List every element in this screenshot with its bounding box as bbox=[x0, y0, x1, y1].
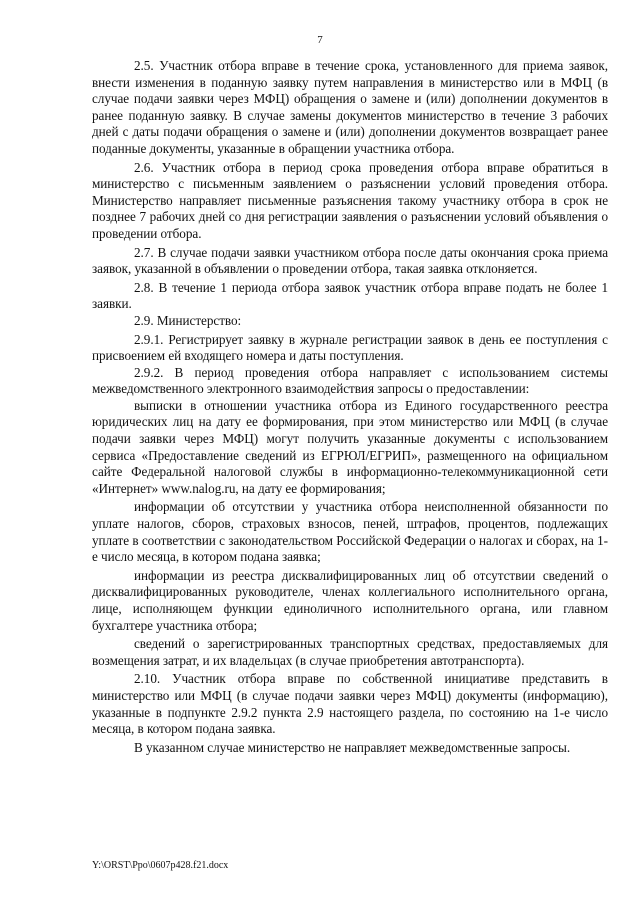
footer-file-path: Y:\ORST\Ppo\0607p428.f21.docx bbox=[92, 860, 229, 871]
paragraph-2-6: 2.6. Участник отбора в период срока проведения отбора вправе обратиться в министерство с письменным заявлением о разъяснении условий проведения отбора. Министерство направляет письменные разъяснения такому участнику отбора в срок не позднее 7 рабочих дней со дня регистрации заявления о разъяснении условий объявления о проведении отбора. bbox=[92, 159, 608, 241]
list-item-egrul: выписки в отношении участника отбора из Единого государственного реестра юридических лиц на дату ее формирования, при этом министерство или МФЦ (в случае подачи заявки через МФЦ) могут получить указанные документы с использованием сервиса «Предоставление сведений из ЕГРЮЛ/ЕГРИП», размещенного на официальном сайте Федеральной налоговой службы в информационно-телекоммуникационной сети «Интернет» www.nalog.ru, на дату ее формирования; bbox=[92, 397, 608, 496]
paragraph-no-requests: В указанном случае министерство не направляет межведомственные запросы. bbox=[134, 739, 571, 755]
list-item-vehicles: сведений о зарегистрированных транспортных средствах, предоставляемых для возмещения затрат, и их владельцах (в случае приобретения автотранспорта). bbox=[92, 636, 608, 668]
paragraph-2-9-2: 2.9.2. В период проведения отбора направляет с использованием системы межведомственного электронного взаимодействия запросы о предоставлении: bbox=[92, 364, 608, 397]
paragraph-2-9-1: 2.9.1. Регистрирует заявку в журнале регистрации заявок в день ее поступления с присвоением ей входящего номера и даты поступления. bbox=[92, 331, 608, 364]
list-item-tax-debt: информации об отсутствии у участника отбора неисполненной обязанности по уплате налогов, сборов, страховых взносов, пеней, штрафов, процентов, подлежащих уплате в соответствии с законодательством Российской Федерации о налогах и сборах, на 1-е число месяца, в котором подана заявка; bbox=[92, 499, 608, 565]
paragraph-2-5: 2.5. Участник отбора вправе в течение срока, установленного для приема заявок, внести изменения в поданную заявку путем направления в министерство или в МФЦ (в случае подачи заявки через МФЦ) обращения о замене и (или) дополнении документов в ранее поданную заявку. В случае замены документов министерство в течение 3 рабочих дней с даты подачи обращения о замене и (или) дополнении документов возвращает ранее поданные документы, указанные в обращении участника отбора. bbox=[92, 58, 608, 156]
list-item-disqualified: информации из реестра дисквалифицированных лиц об отсутствии сведений о дисквалифицированных руководителе, членах коллегиального исполнительного органа, лице, исполняющем функции единоличного исполнительного органа, или главном бухгалтере участника отбора; bbox=[92, 567, 608, 633]
page-number: 7 bbox=[317, 34, 323, 46]
paragraph-2-10: 2.10. Участник отбора вправе по собственной инициативе представить в министерство или МФЦ (в случае подачи заявки через МФЦ) документы (информацию), указанные в подпункте 2.9.2 пункта 2.9 настоящего раздела, по состоянию на 1-е число месяца, в котором подана заявка. bbox=[92, 671, 608, 737]
paragraph-2-9: 2.9. Министерство: bbox=[134, 312, 242, 328]
paragraph-2-7: 2.7. В случае подачи заявки участником отбора после даты окончания срока приема заявок, указанной в объявлении о проведении отбора, такая заявка отклоняется. bbox=[92, 244, 608, 277]
document-body bbox=[92, 58, 608, 756]
paragraph-2-8: 2.8. В течение 1 периода отбора заявок участник отбора вправе подать не более 1 заявки. bbox=[92, 279, 608, 312]
